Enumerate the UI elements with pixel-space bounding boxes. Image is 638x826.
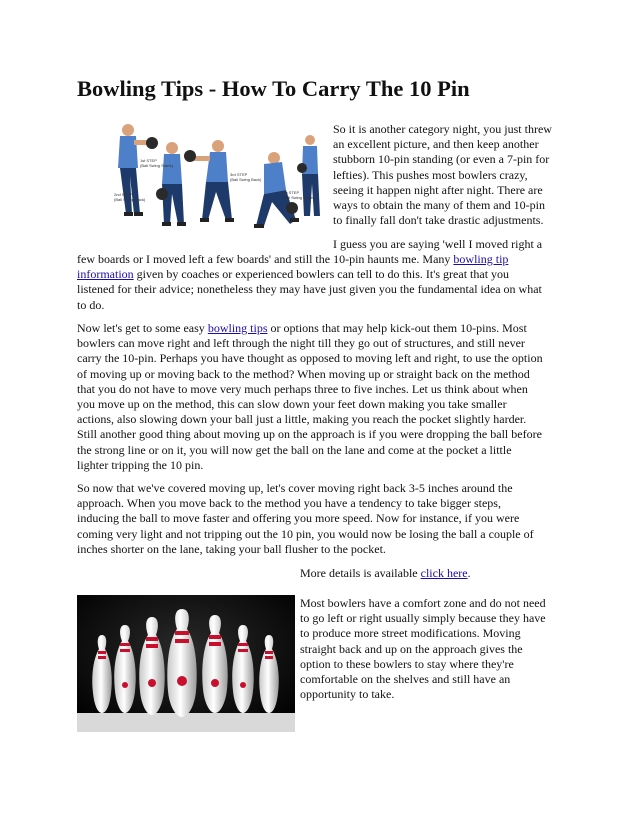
text-line: few boards or I moved left a few boards' and still the 10-pin haunts me. Many bowling tip bbox=[77, 252, 509, 266]
bowler-steps-image bbox=[106, 116, 328, 236]
text-line: So it is another category night, you just threw bbox=[333, 122, 552, 136]
text-line: information given by coaches or experienced bowlers can tell to do this. It's great that you bbox=[77, 267, 510, 282]
text-line: carry the 10-pin. Perhaps you have thought as opposed to moving left and right, to use the option bbox=[77, 351, 543, 366]
text-line: approach. When you move back to the method you have a tendency to take bigger steps, bbox=[77, 496, 501, 511]
text-line: inducing the ball to move faster and offering you more speed. Now for instance, if you were bbox=[77, 511, 520, 526]
step-label-3: 3rd STEP bbox=[230, 172, 248, 177]
text-line: lighter tripping the 10 pin. bbox=[77, 457, 204, 472]
paragraph-1 bbox=[333, 122, 573, 228]
step-label-2: 2nd STEP bbox=[114, 192, 133, 197]
svg-text:(Ball Swing Back): (Ball Swing Back) bbox=[114, 197, 146, 202]
paragraph-2 bbox=[77, 252, 577, 313]
bowling-tip-link[interactable]: bowling tip bbox=[453, 252, 509, 266]
click-here-link[interactable]: click here bbox=[420, 566, 468, 580]
text-line: the strong line or on it, you will now get the ball on the lane and come at the pocket a little bbox=[77, 442, 512, 457]
bowling-tips-link[interactable]: bowling tips bbox=[207, 321, 268, 335]
text-line: So now that we've covered moving up, let's cover moving right back 3-5 inches around the bbox=[77, 481, 513, 495]
text-line: opportunity to take. bbox=[300, 687, 395, 702]
bowler-steps-illustration bbox=[106, 116, 328, 236]
text-line: Now let's get to some easy bowling tips or options that may help kick-out them 10-pins. Most bbox=[77, 321, 527, 335]
text-line: option to these bowlers to stay where they're bbox=[300, 656, 514, 671]
text-line: an excellent picture, and then keep another bbox=[333, 137, 539, 152]
text-line: actions, also slowing down your ball just a little, making you reach the pocket slightly harder. bbox=[77, 412, 527, 427]
text-line: of moving up or moving back to the method? When moving up or straight back on the method bbox=[77, 366, 530, 381]
text-line: Most bowlers have a comfort zone and do not need bbox=[300, 596, 546, 610]
bowling-pins-illustration bbox=[77, 595, 295, 732]
text-line: stubborn 10-pin standing (or even a 7-pin for bbox=[333, 152, 550, 167]
paragraph-6 bbox=[300, 596, 570, 702]
text-line: that you do not have to move very much perhaps three to five inches. Let us think about when bbox=[77, 381, 528, 396]
step-label-4: 4th STEP bbox=[282, 190, 300, 195]
text-line: comfortable on the shelves and still have an bbox=[300, 672, 511, 687]
bowling-pins-image bbox=[77, 595, 295, 732]
text-line: bowlers can move right and left through the night till they go out of structures, and still never bbox=[77, 336, 525, 351]
paragraph-4 bbox=[77, 481, 577, 557]
text-line: to produce more street modifications. Moving bbox=[300, 626, 521, 641]
text-line: to go left or right usually simply because they have bbox=[300, 611, 546, 626]
text-line: to do. bbox=[77, 297, 105, 312]
text-line: Still another good thing about moving up on the approach is if you were dropping the ball before bbox=[77, 427, 542, 442]
step-label-1: 1st STEP bbox=[140, 158, 157, 163]
text-line: ways to obtain the many of them and 10-pin bbox=[333, 198, 545, 213]
text-line: to finally fall don't take drastic adjustments. bbox=[333, 213, 544, 228]
text-line: More details is available click here. bbox=[300, 566, 471, 580]
page-title: Bowling Tips - How To Carry The 10 Pin bbox=[77, 76, 470, 101]
paragraph-3 bbox=[77, 321, 577, 473]
svg-text:(Ball Swing Starts): (Ball Swing Starts) bbox=[140, 163, 173, 168]
text-line: lefties). This pushes most bowlers crazy, bbox=[333, 167, 528, 182]
paragraph-5 bbox=[300, 566, 560, 581]
svg-text:(Ball Swing Down): (Ball Swing Down) bbox=[282, 195, 315, 200]
paragraph-2-first-line: I guess you are saying 'well I moved right a bbox=[333, 237, 543, 251]
text-line: inches shorter on the lane, taking your ball flusher to the pocket. bbox=[77, 541, 386, 556]
text-line: seeing it happen night after night. There are bbox=[333, 182, 543, 197]
text-line: you move up on the method, this can slow down your feet down making you take smaller bbox=[77, 397, 507, 412]
svg-text:(Ball Swing Back): (Ball Swing Back) bbox=[230, 177, 262, 182]
text-line: straight back and up on the approach gives the bbox=[300, 641, 523, 656]
text-line: listened for their advice; nonetheless they may have just given you the fundamental idea on what bbox=[77, 282, 542, 297]
text-line: coming very light and not tripping out the 10 pin, you would now be losing the ball a couple of bbox=[77, 526, 534, 541]
information-link[interactable]: information bbox=[77, 267, 134, 282]
